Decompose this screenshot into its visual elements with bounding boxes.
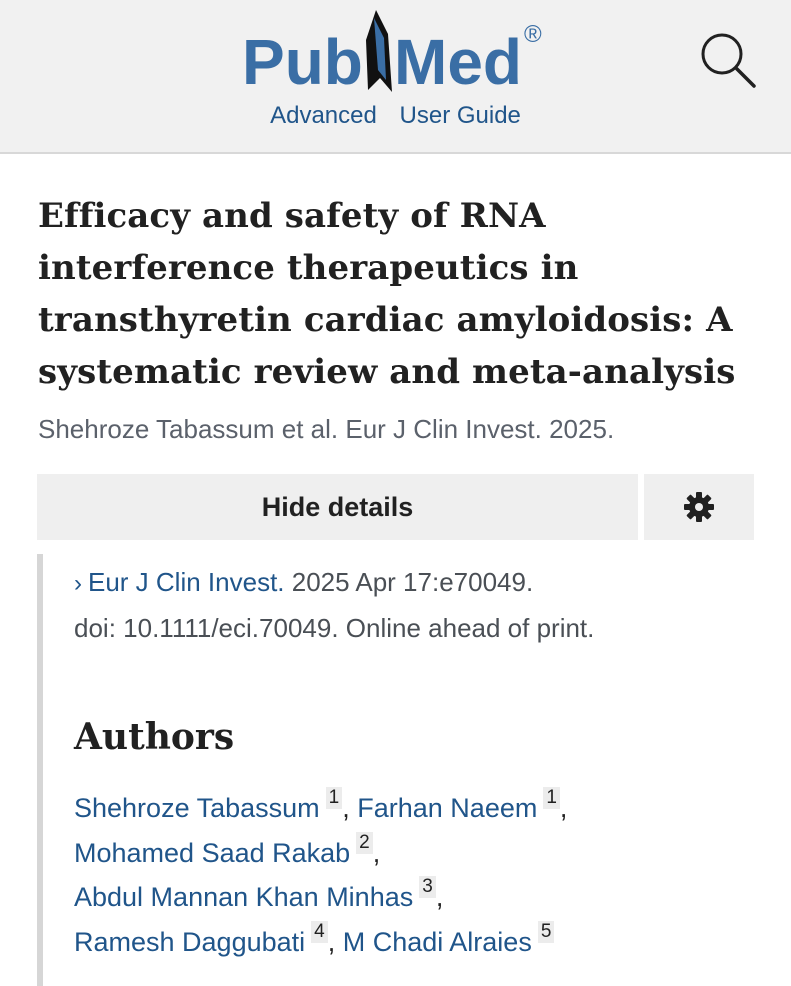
- authors-line: Abdul Mannan Khan Minhas 3 ,: [74, 876, 444, 912]
- gear-icon: [683, 491, 715, 523]
- authors-list: [74, 786, 764, 964]
- search-icon: [698, 30, 758, 90]
- journal-line: [74, 560, 754, 606]
- search-button[interactable]: [698, 30, 758, 90]
- affiliation-badge[interactable]: 2: [356, 832, 373, 854]
- user-guide-link[interactable]: User Guide: [399, 102, 521, 129]
- authors-line: Shehroze Tabassum 1 , Farhan Naeem 1 ,: [74, 787, 568, 823]
- chevron-right-icon[interactable]: ›: [74, 570, 82, 597]
- logo-registered: ®: [524, 21, 542, 48]
- publication-date: 2025 Apr 17:e70049.: [284, 567, 534, 597]
- details-divider: [37, 554, 43, 986]
- affiliation-badge[interactable]: 5: [538, 921, 555, 943]
- author-link[interactable]: Mohamed Saad Rakab: [74, 837, 351, 868]
- journal-link[interactable]: Eur J Clin Invest.: [88, 567, 285, 597]
- logo-text-med: Med: [394, 26, 522, 96]
- advanced-link[interactable]: Advanced: [270, 102, 377, 129]
- affiliation-badge[interactable]: 1: [326, 787, 343, 809]
- authors-line: Mohamed Saad Rakab 2 ,: [74, 831, 381, 868]
- logo-text-pub: Pub: [242, 26, 363, 96]
- header-links: [0, 102, 791, 130]
- pubmed-logo[interactable]: [242, 10, 552, 96]
- site-header: [0, 0, 791, 154]
- article-title: Efficacy and safety of RNA interference therapeutics in transthyretin cardiac amyloidosis: A systematic review and meta-analysis: [38, 196, 736, 392]
- affiliation-badge[interactable]: 1: [543, 787, 560, 809]
- hide-details-button[interactable]: Hide details: [37, 474, 638, 540]
- display-options-button[interactable]: [644, 474, 754, 540]
- author-link[interactable]: Ramesh Daggubati: [74, 926, 306, 957]
- authors-line: Ramesh Daggubati 4 , M Chadi Alraies 5: [74, 920, 764, 965]
- author-link[interactable]: Abdul Mannan Khan Minhas: [74, 882, 414, 912]
- affiliation-badge[interactable]: 3: [419, 876, 436, 898]
- affiliation-badge[interactable]: 4: [311, 921, 328, 943]
- author-link[interactable]: M Chadi Alraies: [342, 926, 532, 957]
- article-details: [74, 560, 754, 650]
- doi-line: doi: 10.1111/eci.70049. Online ahead of print.: [74, 613, 595, 643]
- authors-heading: Authors: [74, 716, 235, 758]
- short-citation: Shehroze Tabassum et al. Eur J Clin Invest. 2025.: [38, 414, 615, 444]
- author-link[interactable]: Farhan Naeem: [357, 793, 538, 823]
- author-link[interactable]: Shehroze Tabassum: [74, 793, 320, 823]
